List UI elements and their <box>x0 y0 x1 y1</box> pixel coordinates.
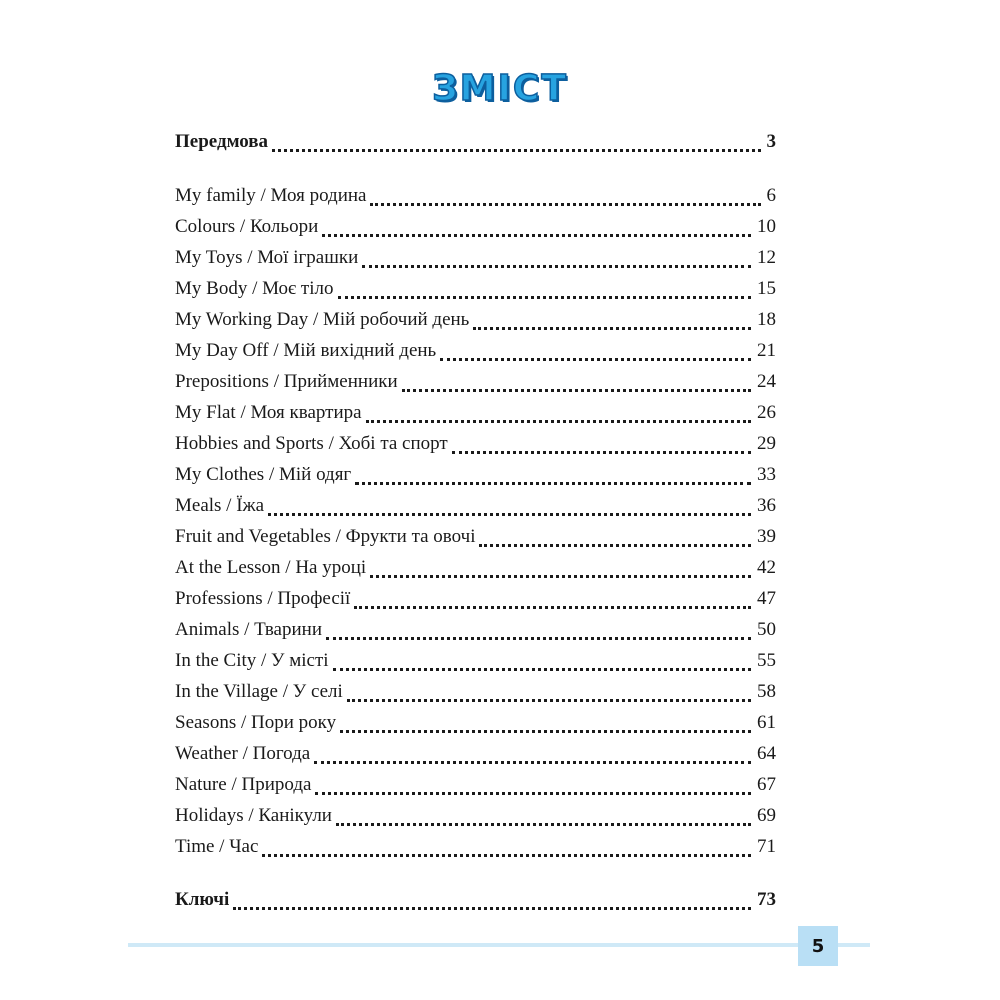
toc-entry[interactable] <box>175 371 776 397</box>
toc-entry[interactable] <box>175 495 776 521</box>
toc-entry-label: Time / Час <box>175 836 259 857</box>
toc-entry-label: In the Village / У селі <box>175 681 343 702</box>
toc-entry[interactable] <box>175 712 776 738</box>
toc-entry[interactable] <box>175 464 776 490</box>
page-number-badge: 5 <box>798 926 838 966</box>
toc-entry-page: 18 <box>757 309 776 330</box>
toc-entry-page: 29 <box>757 433 776 454</box>
toc-entry-page: 64 <box>757 743 776 764</box>
dot-leader <box>347 699 751 702</box>
dot-leader <box>452 451 751 454</box>
dot-leader <box>326 637 751 640</box>
toc-entry-label: Meals / Їжа <box>175 495 265 516</box>
toc-entry-page: 6 <box>766 185 776 206</box>
toc-entry-label: In the City / У місті <box>175 650 329 671</box>
toc-entry-label: My Body / Моє тіло <box>175 278 334 299</box>
dot-leader <box>268 513 751 516</box>
page-title: ЗМІСТ <box>432 68 568 109</box>
dot-leader <box>370 575 751 578</box>
toc-entry-label: At the Lesson / На уроці <box>175 557 367 578</box>
dot-leader <box>233 907 751 910</box>
toc-entry[interactable] <box>175 278 776 304</box>
toc-entry-label: My Flat / Моя квартира <box>175 402 362 423</box>
dot-leader <box>362 265 751 268</box>
toc-entry[interactable] <box>175 402 776 428</box>
toc-entry[interactable] <box>175 247 776 273</box>
toc-entry-label: Prepositions / Прийменники <box>175 371 398 392</box>
toc-entry[interactable] <box>175 588 776 614</box>
toc-entry-label: Hobbies and Sports / Хобі та спорт <box>175 433 448 454</box>
toc-entry[interactable] <box>175 526 776 552</box>
toc-entry-page: 21 <box>757 340 776 361</box>
dot-leader <box>479 544 751 547</box>
toc-entry[interactable] <box>175 433 776 459</box>
dot-leader <box>338 296 752 299</box>
toc-entry-label: Weather / Погода <box>175 743 311 764</box>
toc-entry-page: 24 <box>757 371 776 392</box>
dot-leader <box>322 234 751 237</box>
toc-entry[interactable] <box>175 805 776 831</box>
toc-entry-keys[interactable] <box>175 889 776 915</box>
toc-entry-label: Animals / Тварини <box>175 619 322 640</box>
toc-entry-label: Professions / Професії <box>175 588 351 609</box>
toc-entry[interactable] <box>175 557 776 583</box>
toc-entry[interactable] <box>175 681 776 707</box>
dot-leader <box>370 203 760 206</box>
toc-entry[interactable] <box>175 340 776 366</box>
toc-entry-intro[interactable] <box>175 131 776 157</box>
toc-entry-page: 33 <box>757 464 776 485</box>
toc-entry[interactable] <box>175 309 776 335</box>
toc-entry-page: 61 <box>757 712 776 733</box>
toc-entry-label: Fruit and Vegetables / Фрукти та овочі <box>175 526 476 547</box>
toc-entry[interactable] <box>175 619 776 645</box>
dot-leader <box>333 668 751 671</box>
toc-entry-label: Nature / Природа <box>175 774 312 795</box>
toc-entry-label: My family / Моя родина <box>175 185 367 206</box>
toc-entry-page: 67 <box>757 774 776 795</box>
toc-entry-page: 47 <box>757 588 776 609</box>
toc-entry-page: 26 <box>757 402 776 423</box>
toc-entry-label: My Working Day / Мій робочий день <box>175 309 470 330</box>
toc-entry-label: My Toys / Мої іграшки <box>175 247 359 268</box>
toc-entry-page: 69 <box>757 805 776 826</box>
toc-entry[interactable] <box>175 216 776 242</box>
toc-entry-label: My Day Off / Мій вихідний день <box>175 340 437 361</box>
toc-entry-label: Ключі <box>175 889 230 910</box>
toc-entry-page: 58 <box>757 681 776 702</box>
dot-leader <box>314 761 751 764</box>
toc-entry-page: 55 <box>757 650 776 671</box>
dot-leader <box>473 327 751 330</box>
dot-leader <box>315 792 751 795</box>
dot-leader <box>336 823 751 826</box>
toc-entry-page: 15 <box>757 278 776 299</box>
toc-entry-label: Holidays / Канікули <box>175 805 332 826</box>
toc-entry-page: 12 <box>757 247 776 268</box>
toc-entry-page: 71 <box>757 836 776 857</box>
dot-leader <box>272 149 760 152</box>
toc-entry-page: 50 <box>757 619 776 640</box>
dot-leader <box>262 854 751 857</box>
toc-entry-page: 42 <box>757 557 776 578</box>
toc-entry[interactable] <box>175 650 776 676</box>
toc-entry[interactable] <box>175 774 776 800</box>
dot-leader <box>354 606 751 609</box>
dot-leader <box>440 358 751 361</box>
footer-divider <box>128 943 870 947</box>
toc-entry-label: My Clothes / Мій одяг <box>175 464 352 485</box>
toc-entry-page: 39 <box>757 526 776 547</box>
dot-leader <box>340 730 751 733</box>
toc-entry[interactable] <box>175 743 776 769</box>
toc-entry[interactable] <box>175 185 776 211</box>
toc-entry-page: 73 <box>757 889 776 910</box>
toc-entry-label: Colours / Кольори <box>175 216 319 237</box>
toc-entry[interactable] <box>175 836 776 862</box>
dot-leader <box>366 420 751 423</box>
dot-leader <box>402 389 751 392</box>
dot-leader <box>355 482 751 485</box>
toc-entry-label: Передмова <box>175 131 269 152</box>
toc-entry-page: 10 <box>757 216 776 237</box>
toc-entry-page: 3 <box>766 131 776 152</box>
toc-entry-label: Seasons / Пори року <box>175 712 337 733</box>
toc-entry-page: 36 <box>757 495 776 516</box>
